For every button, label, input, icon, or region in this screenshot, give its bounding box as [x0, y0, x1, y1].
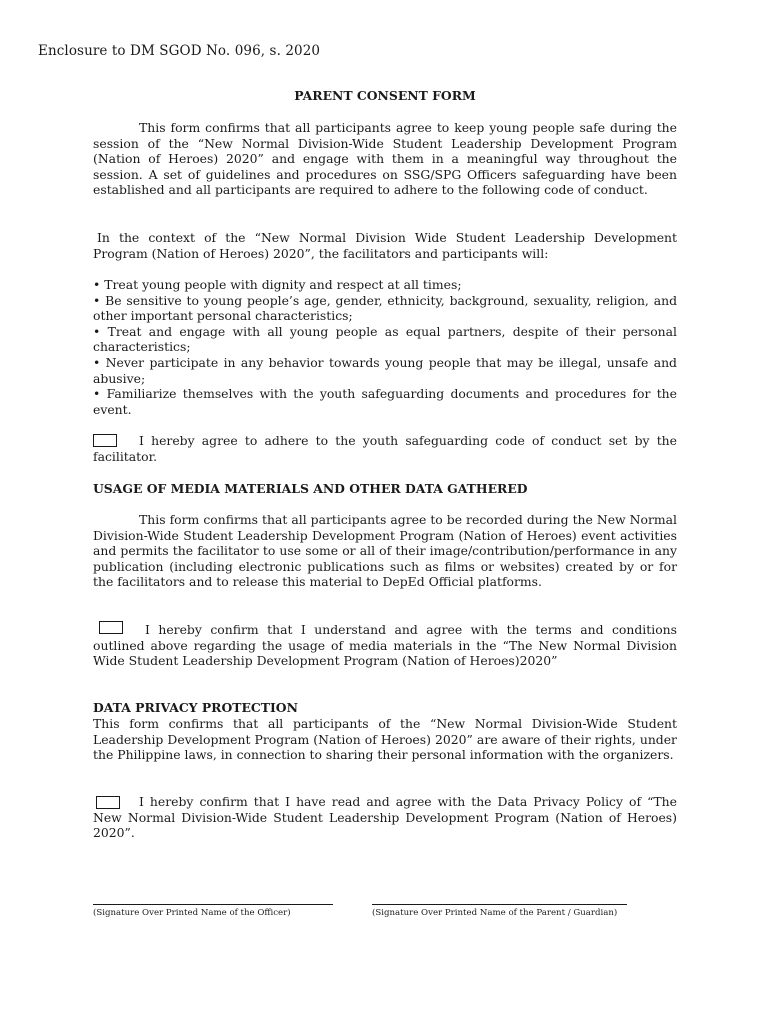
parent-signature-line[interactable]	[372, 894, 627, 905]
officer-signature-line[interactable]	[93, 894, 333, 905]
agree-privacy-text: I hereby confirm that I have read and agree with the Data Privacy Policy of “The New Normal Division-Wide Student Leadership Development Program (Nation of Heroes) 2020”.	[93, 794, 677, 841]
enclosure-reference: Enclosure to DM SGOD No. 096, s. 2020	[38, 43, 321, 59]
form-title: PARENT CONSENT FORM	[294, 88, 476, 103]
parent-signature-label: (Signature Over Printed Name of the Parent / Guardian)	[372, 908, 618, 918]
officer-signature-label: (Signature Over Printed Name of the Officer)	[93, 908, 291, 918]
list-item: • Treat young people with dignity and respect at all times;	[93, 277, 462, 292]
media-paragraph: This form confirms that all participants agree to be recorded during the New Normal Division-Wide Student Leadership Development Program (Nation of Heroes) event activities and permits the facilitator to use some or all of their image/contribution/performance in any publication (including electronic publications such as films or websites) created by or for the facilitators and to release this material to DepEd Official platforms.	[93, 512, 677, 590]
media-heading: USAGE OF MEDIA MATERIALS AND OTHER DATA GATHERED	[93, 481, 528, 496]
privacy-heading: DATA PRIVACY PROTECTION	[93, 700, 298, 715]
list-item: • Familiarize themselves with the youth safeguarding documents and procedures for the event.	[93, 386, 677, 417]
list-item: • Never participate in any behavior towards young people that may be illegal, unsafe and abusive;	[93, 354, 677, 386]
context-paragraph: In the context of the “New Normal Division Wide Student Leadership Development Program (Nation of Heroes) 2020”, the facilitators and participants will:	[93, 230, 677, 261]
agree-safeguarding-text: I hereby agree to adhere to the youth safeguarding code of conduct set by the facilitator.	[93, 433, 677, 464]
code-of-conduct-list	[93, 277, 677, 417]
intro-paragraph: This form confirms that all participants agree to keep young people safe during the session of the “New Normal Division-Wide Student Leadership Development Program (Nation of Heroes) 2020” and engage with them in a meaningful way throughout the session. A set of guidelines and procedures on SSG/SPG Officers safeguarding have been established and all participants are required to adhere to the following code of conduct.	[93, 120, 677, 198]
list-item: • Be sensitive to young people’s age, gender, ethnicity, background, sexuality, religion, and other important personal characteristics;	[93, 292, 677, 324]
privacy-paragraph: This form confirms that all participants of the “New Normal Division-Wide Student Leadership Development Program (Nation of Heroes) 2020” are aware of their rights, under the Philippine laws, in connection to sharing their personal information with the organizers.	[93, 716, 677, 763]
list-item: • Treat and engage with all young people as equal partners, despite of their personal characteristics;	[93, 323, 677, 355]
agree-media-text: I hereby confirm that I understand and agree with the terms and conditions outlined above regarding the usage of media materials in the “The New Normal Division Wide Student Leadership Development Program (Nation of Heroes)2020”	[93, 622, 677, 669]
